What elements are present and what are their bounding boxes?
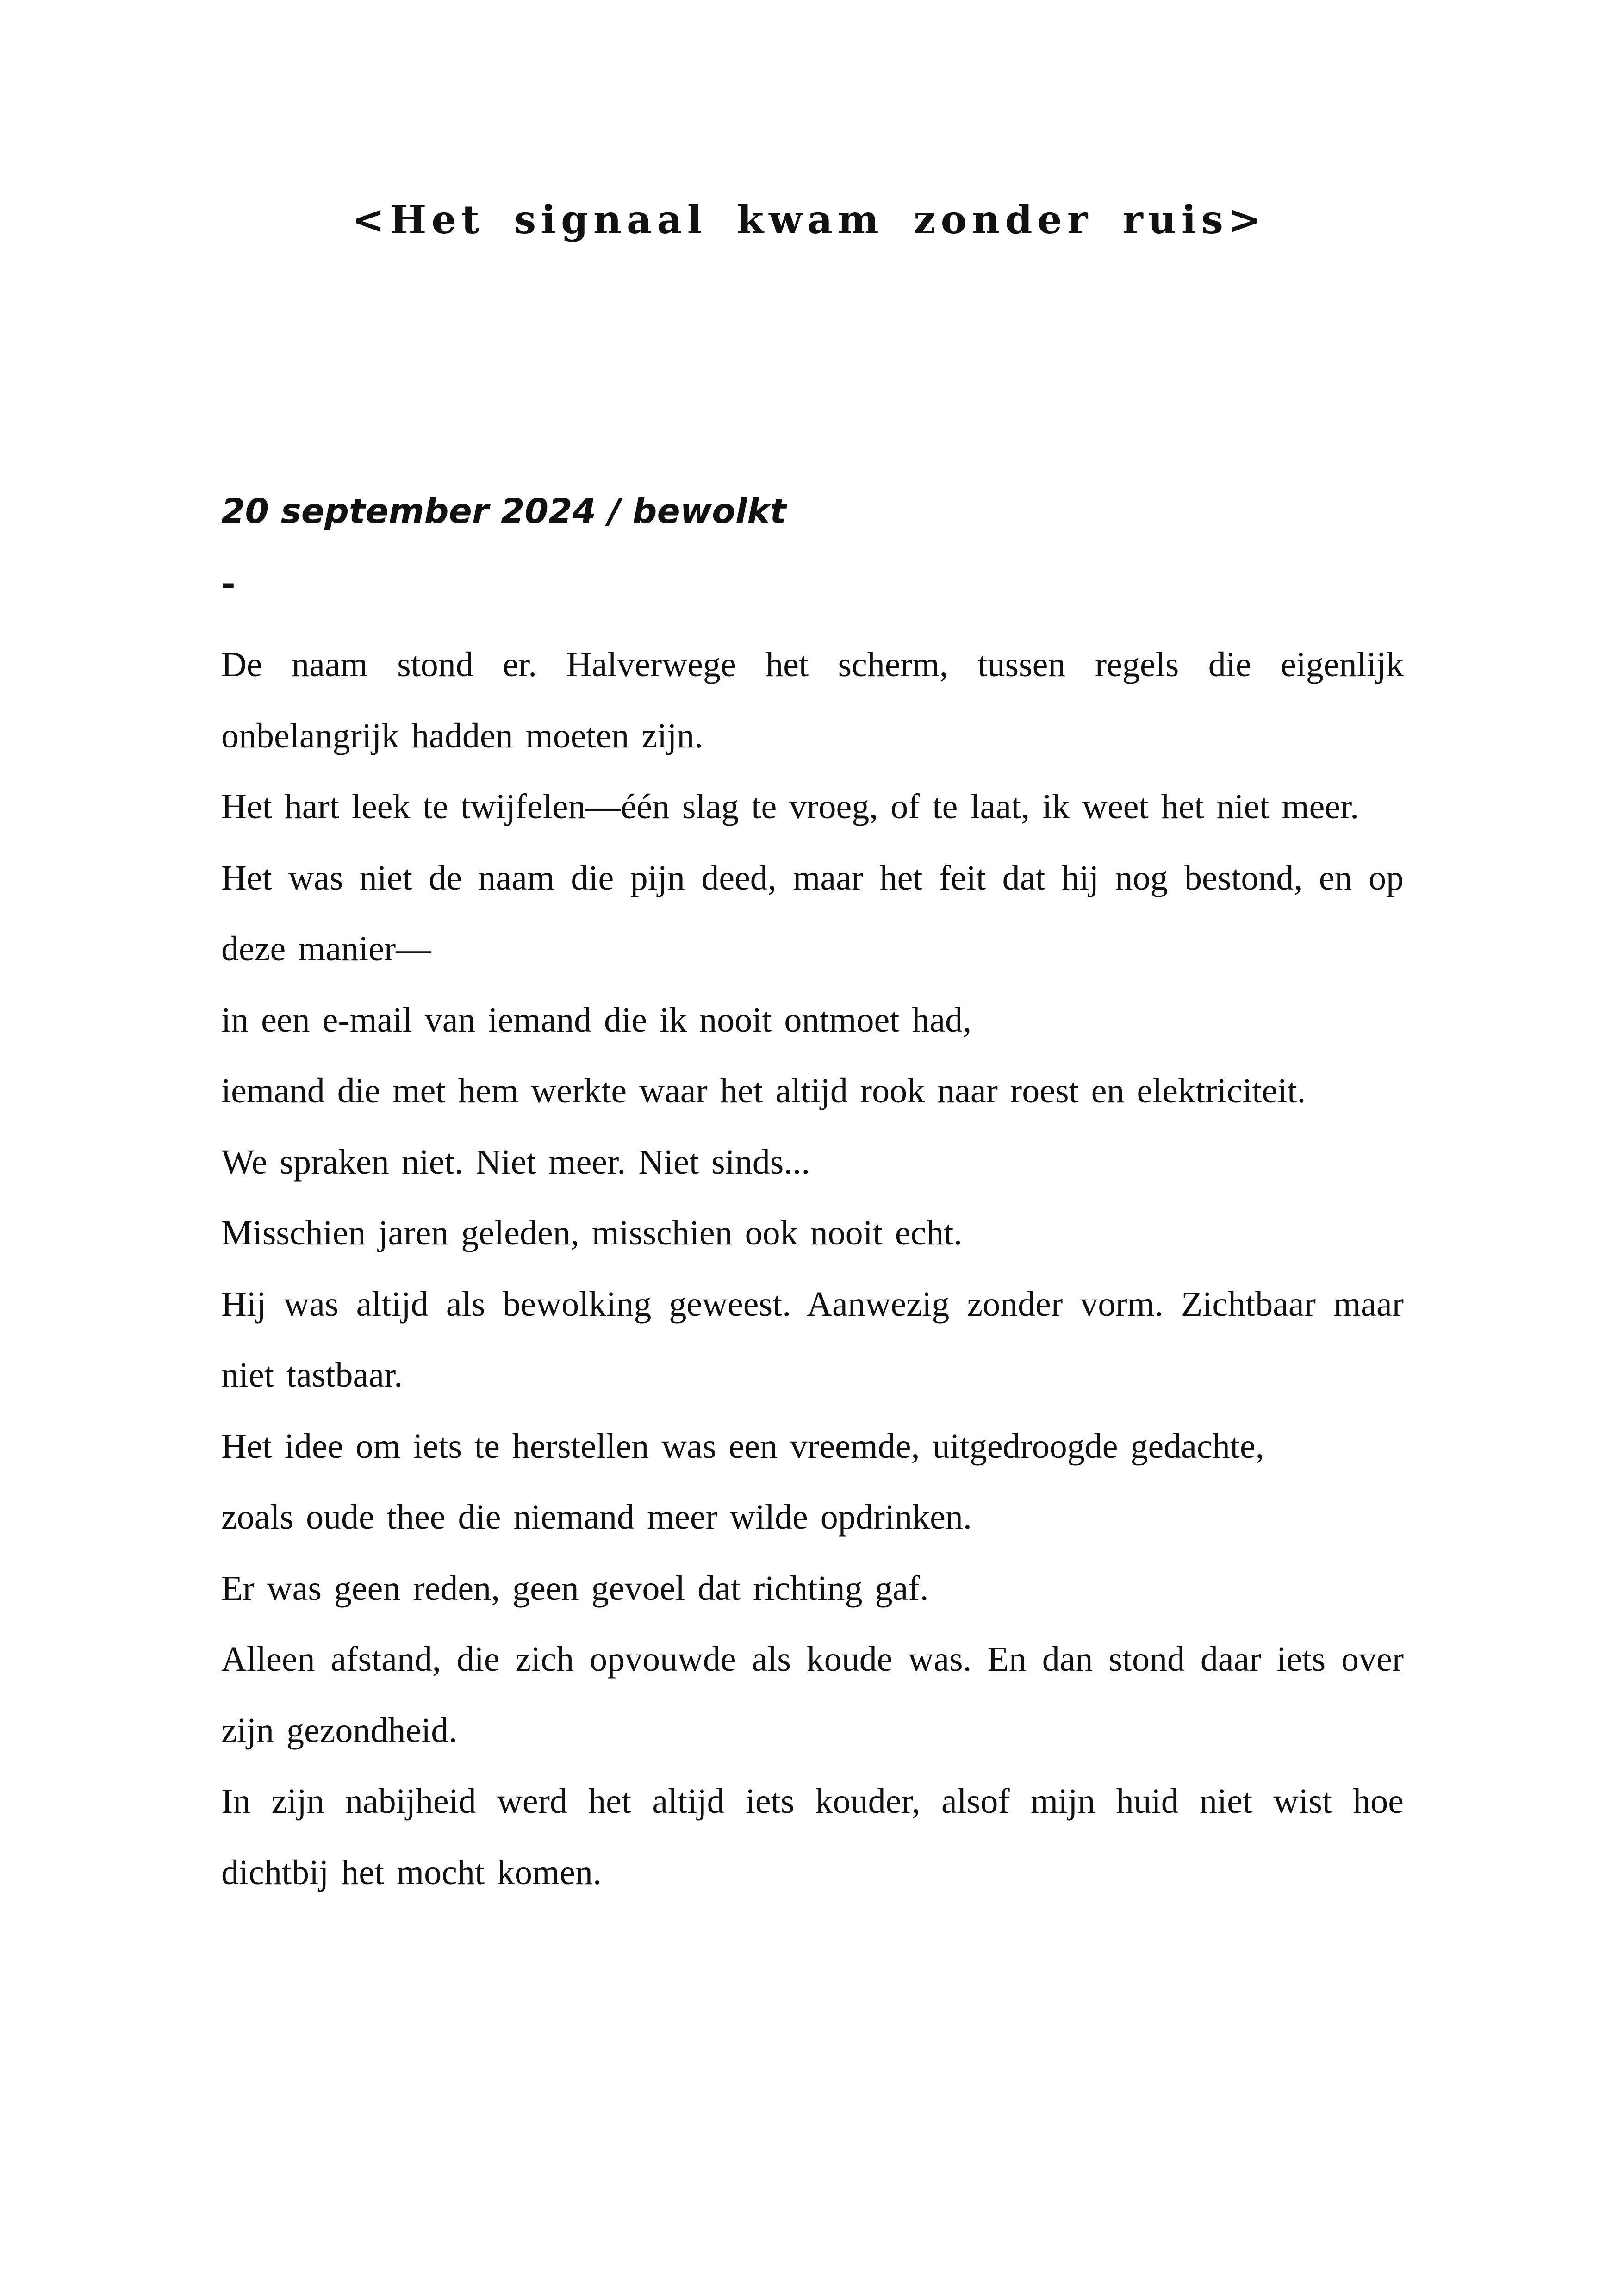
document-title: <Het signaal kwam zonder ruis> — [352, 197, 1266, 243]
paragraph: Het hart leek te twijfelen—één slag te vroeg, of te laat, ik weet het niet meer. — [221, 787, 1359, 826]
paragraph: iemand die met hem werkte waar het altijd rook naar roest en elektriciteit. — [221, 1071, 1306, 1110]
separator-dash: - — [221, 564, 236, 604]
paragraph: Het idee om iets te herstellen was een vreemde, uitgedroogde gedachte, — [221, 1426, 1264, 1466]
paragraph: Er was geen reden, geen gevoel dat richting gaf. — [221, 1568, 929, 1608]
paragraph: in een e-mail van iemand die ik nooit ontmoet had, — [221, 1000, 972, 1039]
paragraph: Hij was altijd als bewolking geweest. Aanwezig zonder vorm. Zichtbaar maar niet tastbaar. — [221, 1284, 1404, 1394]
paragraph: In zijn nabijheid werd het altijd iets kouder, alsof mijn huid niet wist hoe dichtbij het mocht komen. — [221, 1782, 1404, 1892]
body-text — [221, 629, 1404, 1908]
paragraph: Misschien jaren geleden, misschien ook nooit echt. — [221, 1213, 963, 1252]
paragraph: zoals oude thee die niemand meer wilde opdrinken. — [221, 1498, 972, 1537]
paragraph: De naam stond er. Halverwege het scherm, tussen regels die eigenlijk onbelangrijk hadden moeten zijn. — [221, 645, 1404, 755]
paragraph: Het was niet de naam die pijn deed, maar het feit dat hij nog bestond, en op deze manier— — [221, 858, 1404, 968]
paragraph: Alleen afstand, die zich opvouwde als koude was. En dan stond daar iets over zijn gezondheid. — [221, 1640, 1404, 1750]
dateline: 20 september 2024 / bewolkt — [221, 492, 786, 531]
paragraph: We spraken niet. Niet meer. Niet sinds... — [221, 1142, 810, 1182]
